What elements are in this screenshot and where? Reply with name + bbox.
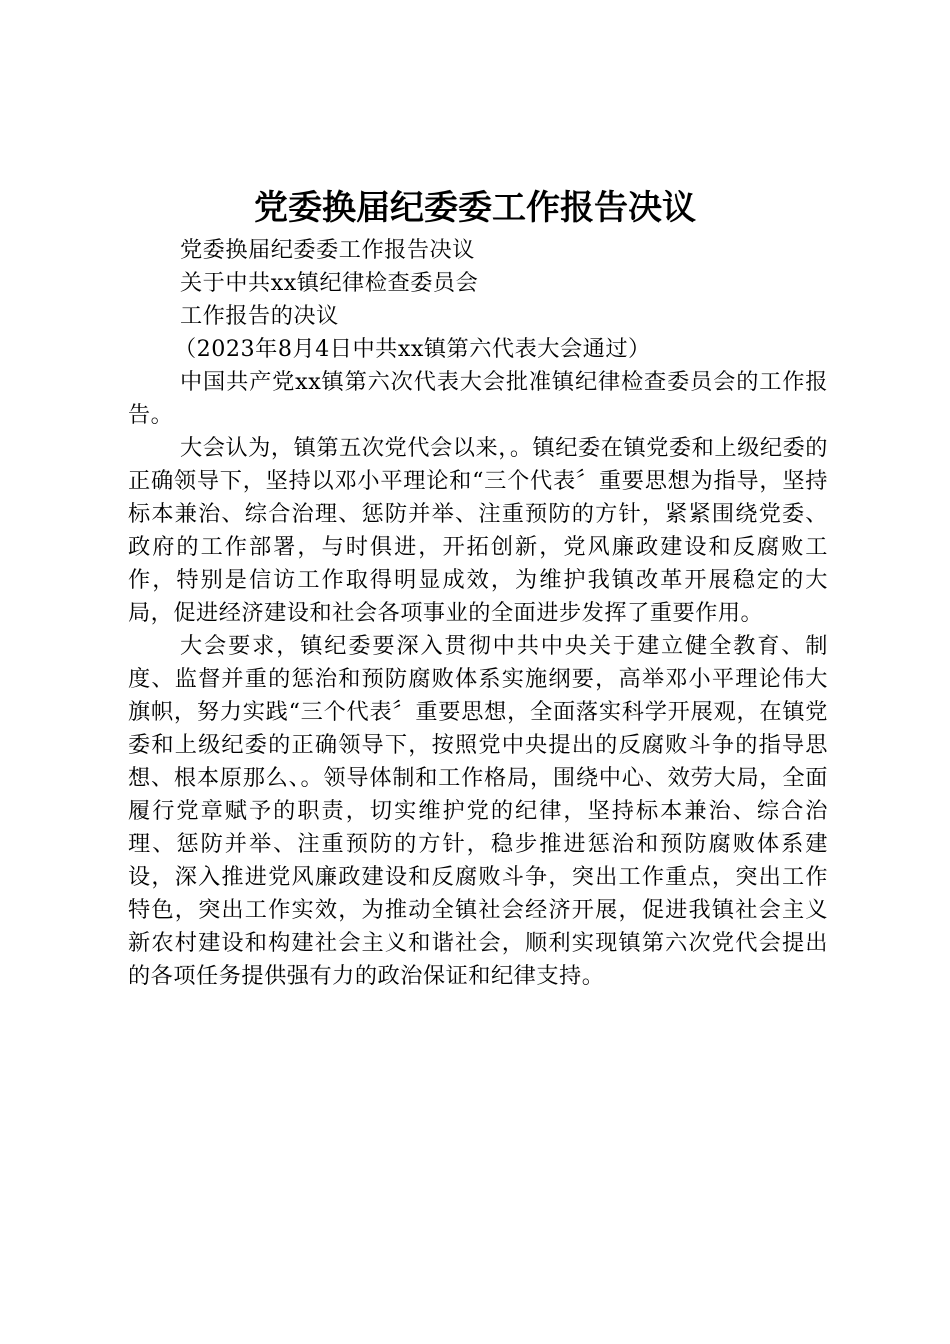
document-body bbox=[128, 234, 828, 993]
paragraph-requirements: 大会要求，镇纪委要深入贯彻中共中央关于建立健全教育、制度、监督并重的惩治和预防腐败体系实施纲要，高举邓小平理论伟大旗帜，努力实践“三个代表〞重要思想，全面落实科学开展观，在镇党委和上级纪委的正确领导下，按照党中央提出的反腐败斗争的指导思想、根本原那么、。领导体制和工作格局，围绕中心、效劳大局，全面履行党章赋予的职责，切实维护党的纪律，坚持标本兼治、综合治理、惩防并举、注重预防的方针，稳步推进惩治和预防腐败体系建设，深入推进党风廉政建设和反腐败斗争，突出工作重点，突出工作特色，突出工作实效，为推动全镇社会经济开展，促进我镇社会主义新农村建设和构建社会主义和谐社会，顺利实现镇第六次党代会提出的各项任务提供强有力的政治保证和纪律支持。 bbox=[128, 633, 828, 989]
document-title: 党委换届纪委委工作报告决议 bbox=[254, 188, 696, 228]
paragraph-approval: 中国共产党xx镇第六次代表大会批准镇纪律检查委员会的工作报告。 bbox=[128, 369, 828, 428]
header-line-report: 工作报告的决议 bbox=[180, 303, 339, 329]
paragraph-assessment: 大会认为，镇第五次党代会以来，。镇纪委在镇党委和上级纪委的正确领导下，坚持以邓小平理论和“三个代表〞重要思想为指导，坚持标本兼治、综合治理、惩防并举、注重预防的方针，紧紧围绕党委、政府的工作部署，与时俱进，开拓创新，党风廉政建设和反腐败工作，特别是信访工作取得明显成效，为维护我镇改革开展稳定的大局，促进经济建设和社会各项事业的全面进步发挥了重要作用。 bbox=[128, 435, 828, 626]
header-line-subtitle: 党委换届纪委委工作报告决议 bbox=[180, 237, 475, 263]
header-line-committee: 关于中共xx镇纪律检查委员会 bbox=[180, 270, 479, 296]
header-line-date: （2023年8月4日中共xx镇第六代表大会通过） bbox=[174, 336, 651, 362]
